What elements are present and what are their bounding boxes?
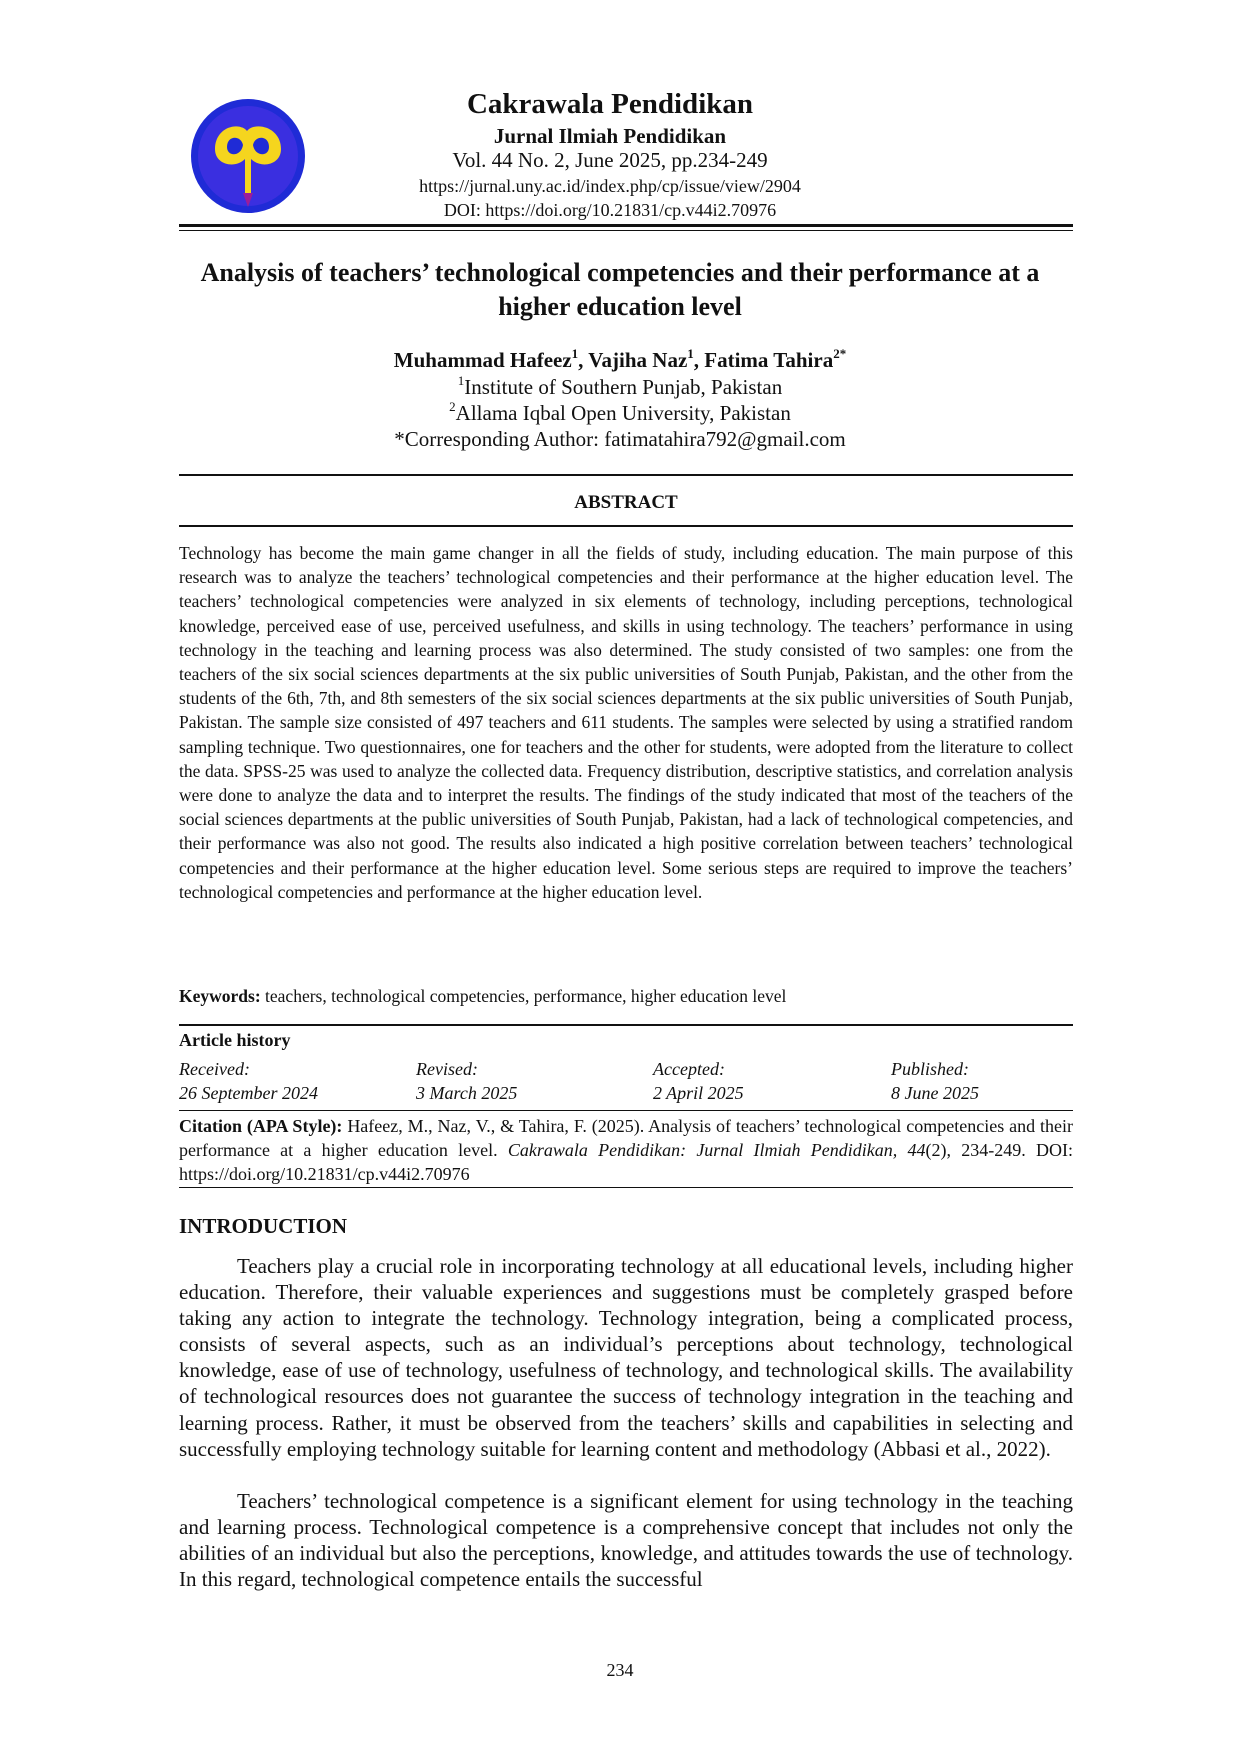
author-superscript: 1 (571, 346, 579, 361)
author-list (200, 348, 1040, 373)
journal-subtitle: Jurnal Ilmiah Pendidikan (493, 124, 727, 148)
affiliation-superscript: 2 (449, 399, 456, 414)
article-title: Analysis of teachers’ technological competencies and their performance at a higher education level (200, 258, 1040, 321)
citation-rule-bottom (179, 1187, 1073, 1188)
citation-pages-doi: (2), 234-249. DOI: https://doi.org/10.21831/cp.v44i2.70976 (179, 1140, 1073, 1184)
abstract-text: Technology has become the main game changer in all the fields of study, including education. The main purpose of this research was to analyze the teachers’ technological competencies and their performance at the higher education level. The teachers’ technological competencies were analyzed in six elements of technology, including perceptions, technological knowledge, perceived ease of use, perceived usefulness, and skills in using technology. The teachers’ performance in using technology in the teaching and learning process was also determined. The study consisted of two samples: one from the teachers of the six social sciences departments at the six public universities of South Punjab, Pakistan, and the other from the students of the 6th, 7th, and 8th semesters of the six social sciences departments at the six public universities of South Punjab, Pakistan. The sample size consisted of 497 teachers and 611 students. The samples were selected by using a stratified random sampling technique. Two questionnaires, one for teachers and the other for students, were adopted from the literature to collect the data. SPSS-25 was used to analyze the collected data. Frequency distribution, descriptive statistics, and correlation analysis were done to analyze the data and to interpret the results. The findings of the study indicated that most of the teachers of the social sciences departments at the public universities of South Punjab, Pakistan, had a lack of technological competencies, and their performance was also not good. The results also indicated a high positive correlation between teachers’ technological competencies and their performance at the higher education level. Some serious steps are required to improve the teachers’ technological competencies and performance at the higher education level. (179, 543, 1073, 902)
introduction-heading: INTRODUCTION (179, 1214, 348, 1238)
author-name: Fatima Tahira (704, 348, 834, 372)
journal-volume: Vol. 44 No. 2, June 2025, pp.234-249 (452, 148, 768, 172)
history-date: 8 June 2025 (891, 1083, 979, 1103)
journal-name: Cakrawala Pendidikan (466, 88, 754, 120)
history-received (179, 1057, 318, 1105)
history-label: Received: (179, 1059, 250, 1079)
header-rule-thin (179, 230, 1073, 231)
citation-rule-top (179, 1110, 1073, 1111)
journal-logo-icon (187, 97, 309, 215)
citation-label: Citation (APA Style): (179, 1116, 343, 1136)
history-accepted (653, 1057, 744, 1105)
history-heading: Article history (179, 1030, 291, 1050)
affiliation-1 (200, 375, 1040, 400)
journal-url[interactable]: https://jurnal.uny.ac.id/index.php/cp/issue/view/2904 (419, 176, 801, 196)
header-rule-thick (179, 224, 1073, 227)
citation-journal: Cakrawala Pendidikan: Jurnal Ilmiah Pendidikan, 44 (507, 1140, 926, 1160)
history-rule-top (179, 1024, 1073, 1026)
abstract-heading: ABSTRACT (574, 492, 678, 513)
introduction-paragraph: Teachers’ technological competence is a significant element for using technology in the teaching and learning process. Technological competence is a comprehensive concept that includes not only the abilities of an individual but also the perceptions, knowledge, and attitudes towards the use of technology. In this regard, technological competence entails the successful (179, 1489, 1073, 1592)
corresponding-author: *Corresponding Author: fatimatahira792@gmail.com (394, 427, 846, 451)
history-date: 3 March 2025 (416, 1083, 518, 1103)
author-superscript: 1 (687, 346, 694, 361)
history-date: 2 April 2025 (653, 1083, 744, 1103)
history-label: Revised: (416, 1059, 478, 1079)
author-superscript: 2* (833, 346, 847, 361)
author-separator: , (693, 348, 705, 372)
affiliation-superscript: 1 (457, 373, 465, 388)
keywords-label: Keywords: (179, 986, 261, 1006)
author-name: Vajiha Naz (588, 348, 688, 372)
page-number: 234 (606, 1660, 634, 1680)
journal-doi[interactable]: DOI: https://doi.org/10.21831/cp.v44i2.70976 (443, 200, 777, 220)
abstract-rule-bottom (179, 525, 1073, 527)
history-label: Published: (891, 1059, 969, 1079)
citation-block (179, 1114, 1073, 1186)
affiliation-text: Allama Iqbal Open University, Pakistan (455, 401, 791, 425)
keywords-text: teachers, technological competencies, performance, higher education level (265, 986, 787, 1006)
introduction-paragraph: Teachers play a crucial role in incorporating technology at all educational levels, including higher education. Therefore, their valuable experiences and suggestions must be completely grasped before taking any action to integrate the technology. Technology integration, being a complicated process, consists of several aspects, such as an individual’s perceptions about technology, technological knowledge, ease of use of technology, usefulness of technology, and technological skills. The availability of technological resources does not guarantee the success of technology integration in the teaching and learning process. Rather, it must be observed from the teachers’ skills and capabilities in selecting and successfully employing technology suitable for learning content and methodology (Abbasi et al., 2022). (179, 1254, 1073, 1461)
affiliation-text: Institute of Southern Punjab, Pakistan (464, 375, 783, 399)
history-revised (416, 1057, 517, 1105)
history-date: 26 September 2024 (179, 1083, 318, 1103)
citation-text: Hafeez, M., Naz, V., & Tahira, F. (2025). Analysis of teachers’ technological competencies and their performance at a higher education level. (179, 1116, 1073, 1160)
history-label: Accepted: (653, 1059, 725, 1079)
author-separator: , (578, 348, 589, 372)
abstract-rule-top (179, 474, 1073, 476)
history-published (891, 1057, 979, 1105)
keywords-line (179, 986, 1073, 1007)
author-name: Muhammad Hafeez (393, 348, 572, 372)
affiliation-2 (200, 401, 1040, 426)
